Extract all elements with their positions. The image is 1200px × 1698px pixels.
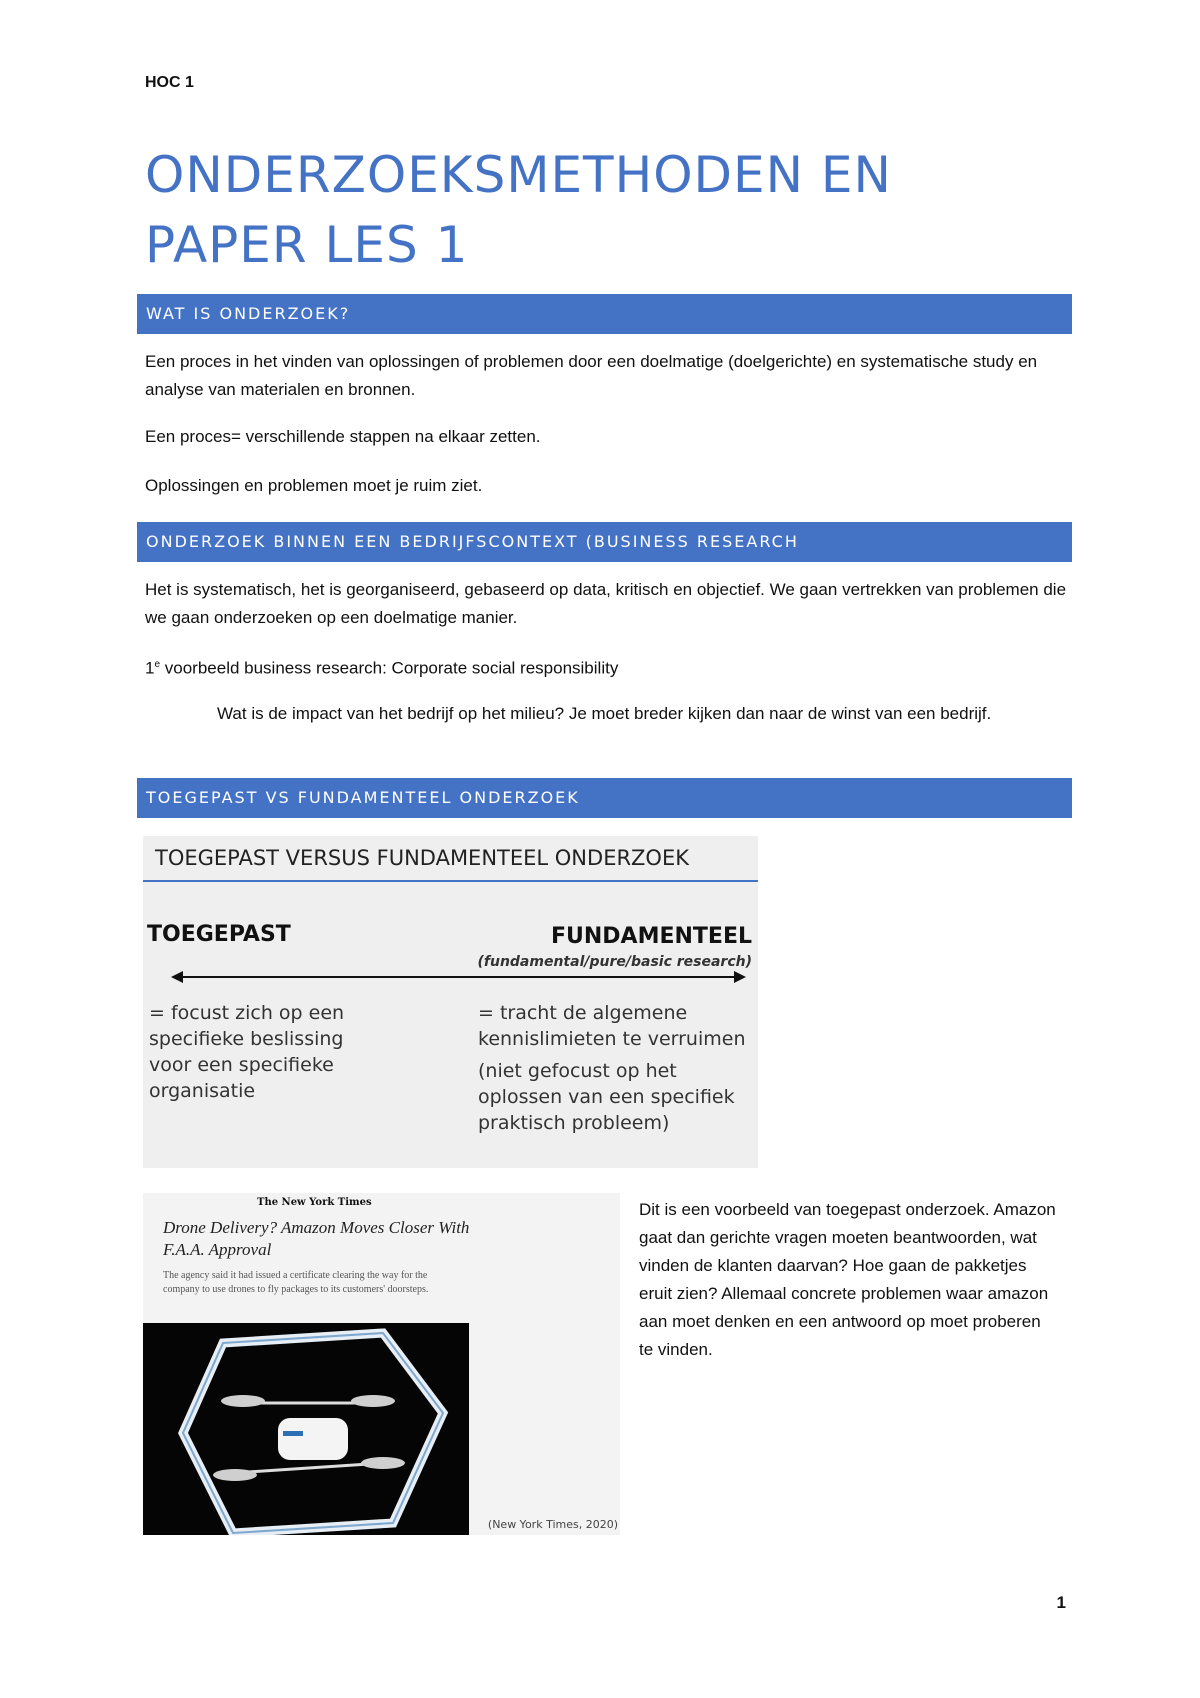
page-title-line2: PAPER LES 1 xyxy=(145,216,469,274)
paragraph: Een proces in het vinden van oplossingen of problemen door een doelmatige (doelgerichte) en systematische study en analyse van materialen en bronnen. xyxy=(145,352,1038,399)
slide-right-text-1: = tracht de algemene kennislimieten te verruimen xyxy=(478,1002,746,1050)
news-deck: The agency said it had issued a certificate clearing the way for the company to use drones to fly packages to its customers' doorsteps. xyxy=(163,1270,429,1295)
paragraph-example xyxy=(145,651,1070,683)
drone-icon xyxy=(143,1323,469,1535)
page-title-line1: ONDERZOEKSMETHODEN EN xyxy=(145,146,892,204)
header-label: HOC 1 xyxy=(145,74,194,91)
slide-right-text xyxy=(478,1000,758,1136)
news-clipping-image xyxy=(143,1193,620,1535)
image-credit: (New York Times, 2020) xyxy=(487,1518,618,1531)
example-number: 1 xyxy=(145,658,155,678)
slide-divider xyxy=(143,880,758,882)
page-number: 1 xyxy=(1056,1593,1066,1612)
drone-photo xyxy=(143,1323,469,1535)
news-headline: Drone Delivery? Amazon Moves Closer With F.A.A. Approval xyxy=(163,1218,470,1259)
slide-right-text-2: (niet gefocust op het oplossen van een specifiek praktisch probleem) xyxy=(478,1060,735,1134)
section-heading-toegepast-vs-fundamenteel: TOEGEPAST VS FUNDAMENTEEL ONDERZOEK xyxy=(137,778,1072,818)
slide-right-heading: FUNDAMENTEEL xyxy=(550,924,752,949)
slide-left-heading: TOEGEPAST xyxy=(147,922,291,947)
section-heading-business-research: ONDERZOEK BINNEN EEN BEDRIJFSCONTEXT (BUSINESS RESEARCH xyxy=(137,522,1072,562)
paragraph: Oplossingen en problemen moet je ruim ziet. xyxy=(145,476,483,495)
slide-right-subheading: (fundamental/pure/basic research) xyxy=(477,954,752,970)
double-arrow-icon xyxy=(171,970,746,984)
example-text: voorbeeld business research: Corporate social responsibility xyxy=(160,658,619,678)
paragraph: Een proces= verschillende stappen na elkaar zetten. xyxy=(145,427,541,446)
slide-title: TOEGEPAST VERSUS FUNDAMENTEEL ONDERZOEK xyxy=(155,846,690,870)
slide-image xyxy=(143,836,758,1168)
newspaper-masthead: The New York Times xyxy=(257,1197,372,1208)
side-paragraph: Dit is een voorbeeld van toegepast onderzoek. Amazon gaat dan gerichte vragen moeten beantwoorden, wat vinden de klanten daarvan? Hoe gaan de pakketjes eruit zien? Allemaal concrete problemen waar amazon aan moet denken en een antwoord op moet proberen te vinden. xyxy=(639,1200,1056,1359)
section-heading-wat-is-onderzoek: WAT IS ONDERZOEK? xyxy=(137,294,1072,334)
example-superscript: e xyxy=(154,659,161,670)
page-title xyxy=(145,140,1045,280)
slide-left-text: = focust zich op een specifieke beslissing voor een specifieke organisatie xyxy=(149,1002,345,1102)
indented-paragraph: Wat is de impact van het bedrijf op het milieu? Je moet breder kijken dan naar de winst van een bedrijf. xyxy=(217,704,992,723)
paragraph: Het is systematisch, het is georganiseerd, gebaseerd op data, kritisch en objectief. We gaan vertrekken van problemen die we gaan onderzoeken op een doelmatige manier. xyxy=(145,580,1067,627)
